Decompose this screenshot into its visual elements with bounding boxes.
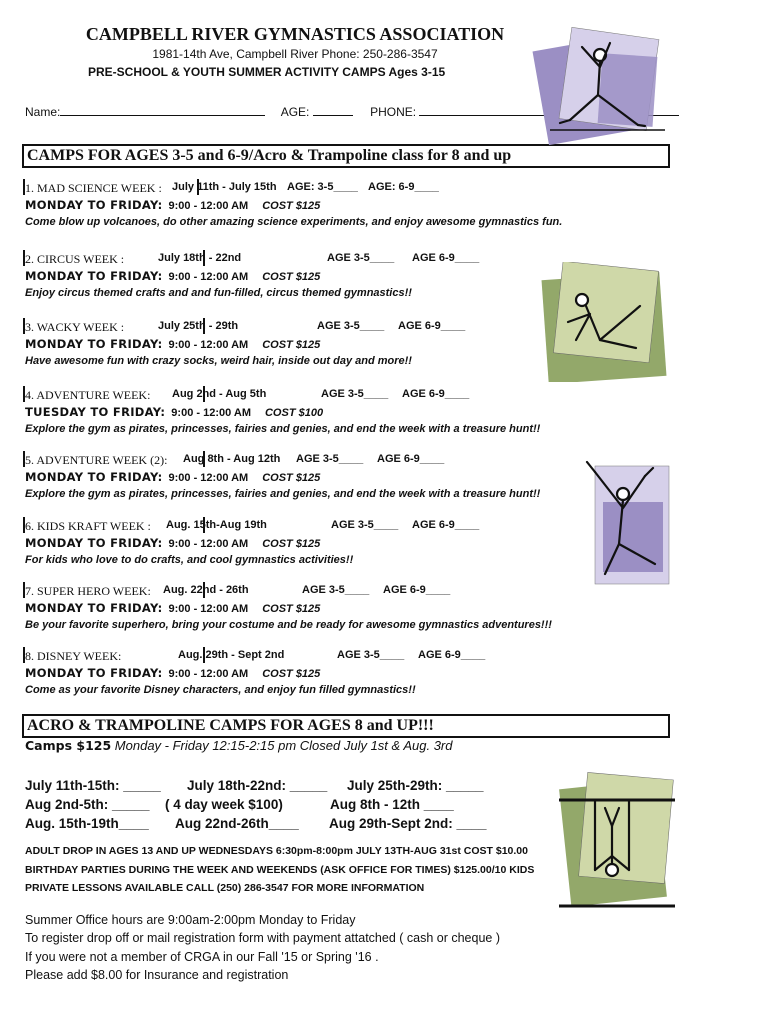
camp-name: 7. SUPER HERO WEEK: bbox=[25, 584, 151, 598]
office-line: If you were not a member of CRGA in our Fall '15 or Spring '16 . bbox=[25, 950, 379, 964]
info-line: ADULT DROP IN AGES 13 AND UP WEDNESDAYS 6:30pm-8:00pm JULY 13TH-AUG 31st COST $10.00 bbox=[25, 845, 528, 857]
camp-time: 9:00 - 12:00 AM bbox=[168, 200, 249, 212]
camp-cost: COST $125 bbox=[262, 200, 321, 212]
name-field[interactable] bbox=[60, 103, 265, 116]
acro-slot[interactable]: July 11th-15th: _____ bbox=[25, 778, 161, 793]
camp-schedule bbox=[25, 337, 320, 351]
camp-header bbox=[0, 453, 560, 471]
camp-schedule bbox=[25, 405, 323, 419]
acro-slot[interactable]: July 18th-22nd: _____ bbox=[187, 778, 328, 793]
camp-dates: Aug 8th - Aug 12th bbox=[183, 453, 281, 465]
camp-time: 9:00 - 12:00 AM bbox=[168, 668, 249, 680]
acro-slot[interactable]: Aug 8th - 12th ____ bbox=[330, 797, 454, 812]
camp-description: Explore the gym as pirates, princesses, fairies and genies, and end the week with a treasure hunt!! bbox=[25, 488, 541, 500]
camp-days: TUESDAY TO FRIDAY: bbox=[25, 405, 166, 419]
camp-age-6-9-field[interactable]: AGE 6-9____ bbox=[412, 252, 480, 264]
camp-name: 3. WACKY WEEK : bbox=[25, 320, 125, 334]
camp-days: MONDAY TO FRIDAY: bbox=[25, 337, 163, 351]
camp-days: MONDAY TO FRIDAY: bbox=[25, 666, 163, 680]
acro-slot[interactable]: July 25th-29th: _____ bbox=[347, 778, 484, 793]
camp-description: Enjoy circus themed crafts and and fun-filled, circus themed gymnastics!! bbox=[25, 287, 412, 299]
camp-dates: Aug 2nd - Aug 5th bbox=[172, 388, 267, 400]
camp-schedule bbox=[25, 470, 320, 484]
camp-cost: COST $125 bbox=[262, 538, 321, 550]
camp-description: For kids who love to do crafts, and cool gymnastics activities!! bbox=[25, 554, 354, 566]
camp-description: Explore the gym as pirates, princesses, fairies and genies, and end the week with a treasure hunt!! bbox=[25, 423, 541, 435]
info-line: BIRTHDAY PARTIES DURING THE WEEK AND WEEKENDS (ASK OFFICE FOR TIMES) $125.00/10 KIDS bbox=[25, 864, 535, 876]
camp-cost: COST $125 bbox=[262, 668, 321, 680]
camp-age-6-9-field[interactable]: AGE 6-9____ bbox=[412, 519, 480, 531]
acro-schedule: Monday - Friday 12:15-2:15 pm Closed July 1st & Aug. 3rd bbox=[114, 738, 453, 753]
camp-name: 5. ADVENTURE WEEK (2): bbox=[25, 453, 168, 467]
acro-note: ( 4 day week $100) bbox=[165, 797, 283, 812]
age-label: AGE: bbox=[280, 105, 310, 119]
camp-days: MONDAY TO FRIDAY: bbox=[25, 601, 163, 615]
camp-age-6-9-field[interactable]: AGE 6-9____ bbox=[418, 649, 486, 661]
camp-age-6-9-field[interactable]: AGE 6-9____ bbox=[398, 320, 466, 332]
camp-header bbox=[0, 388, 560, 406]
camp-days: MONDAY TO FRIDAY: bbox=[25, 536, 163, 550]
camp-description: Come as your favorite Disney characters, and enjoy fun filled gymnastics!! bbox=[25, 684, 416, 696]
camp-age-6-9-field[interactable]: AGE: 6-9____ bbox=[368, 181, 439, 193]
gymnast-rings-illustration bbox=[555, 770, 680, 920]
camp-age-3-5-field[interactable]: AGE 3-5____ bbox=[327, 252, 395, 264]
camp-header bbox=[0, 320, 560, 338]
camp-age-6-9-field[interactable]: AGE 6-9____ bbox=[402, 388, 470, 400]
camp-dates: July 18th - 22nd bbox=[158, 252, 242, 264]
camp-dates: July 11th - July 15th bbox=[172, 181, 277, 193]
acro-row-1 bbox=[25, 778, 484, 793]
camp-age-3-5-field[interactable]: AGE 3-5____ bbox=[337, 649, 405, 661]
gymnast-ribbon-illustration bbox=[575, 452, 670, 592]
camp-name: 1. MAD SCIENCE WEEK : bbox=[25, 181, 162, 195]
camp-time: 9:00 - 12:00 AM bbox=[168, 472, 249, 484]
name-label: Name: bbox=[25, 105, 61, 119]
camp-days: MONDAY TO FRIDAY: bbox=[25, 269, 163, 283]
acro-row-3 bbox=[25, 816, 487, 831]
camp-description: Be your favorite superhero, bring your costume and be ready for awesome gymnastics adventures!!! bbox=[25, 619, 552, 631]
camp-age-3-5-field[interactable]: AGE: 3-5____ bbox=[287, 181, 358, 193]
acro-slot[interactable]: Aug 2nd-5th: _____ bbox=[25, 797, 150, 812]
camp-dates: Aug. 22nd - 26th bbox=[163, 584, 249, 596]
camp-description: Have awesome fun with crazy socks, weird hair, inside out day and more!! bbox=[25, 355, 412, 367]
acro-price-line bbox=[25, 738, 452, 753]
camp-header bbox=[0, 584, 560, 602]
phone-label: PHONE: bbox=[370, 105, 417, 119]
camp-dates: July 25th - 29th bbox=[158, 320, 239, 332]
camp-cost: COST $100 bbox=[264, 407, 324, 419]
camp-age-6-9-field[interactable]: AGE 6-9____ bbox=[377, 453, 445, 465]
office-line: To register drop off or mail registration form with payment attatched ( cash or cheque ) bbox=[25, 931, 500, 945]
camp-age-3-5-field[interactable]: AGE 3-5____ bbox=[302, 584, 370, 596]
camp-name: 2. CIRCUS WEEK : bbox=[25, 252, 125, 266]
camp-time: 9:00 - 12:00 AM bbox=[168, 603, 249, 615]
camp-dates: Aug. 29th - Sept 2nd bbox=[178, 649, 285, 661]
camp-schedule bbox=[25, 601, 320, 615]
camp-description: Come blow up volcanoes, do other amazing science experiments, and enjoy awesome gymnastics fun. bbox=[25, 216, 563, 228]
page-subtitle: PRE-SCHOOL & YOUTH SUMMER ACTIVITY CAMPS Ages 3-15 bbox=[88, 65, 446, 79]
section1-title: CAMPS FOR AGES 3-5 and 6-9/Acro & Trampoline class for 8 and up bbox=[27, 147, 512, 164]
camp-days: MONDAY TO FRIDAY: bbox=[25, 198, 163, 212]
acro-slot[interactable]: Aug. 15th-19th____ bbox=[25, 816, 149, 831]
section1-title-box bbox=[22, 144, 670, 168]
org-address: 1981-14th Ave, Campbell River Phone: 250-286-3547 bbox=[152, 47, 438, 61]
section2-title-box bbox=[22, 714, 670, 738]
camp-header bbox=[0, 252, 560, 270]
camp-name: 8. DISNEY WEEK: bbox=[25, 649, 122, 663]
camp-cost: COST $125 bbox=[262, 339, 321, 351]
camp-schedule bbox=[25, 536, 320, 550]
camp-age-3-5-field[interactable]: AGE 3-5____ bbox=[296, 453, 364, 465]
camp-age-3-5-field[interactable]: AGE 3-5____ bbox=[317, 320, 385, 332]
camp-age-3-5-field[interactable]: AGE 3-5____ bbox=[331, 519, 399, 531]
camp-time: 9:00 - 12:00 AM bbox=[168, 271, 249, 283]
camp-cost: COST $125 bbox=[262, 271, 321, 283]
age-field[interactable] bbox=[313, 103, 353, 116]
gymnast-leap-illustration bbox=[540, 262, 670, 382]
acro-slot[interactable]: Aug 29th-Sept 2nd: ____ bbox=[329, 816, 487, 831]
office-line: Please add $8.00 for Insurance and registration bbox=[25, 968, 289, 982]
camp-schedule bbox=[25, 269, 320, 283]
camp-age-6-9-field[interactable]: AGE 6-9____ bbox=[383, 584, 451, 596]
camp-cost: COST $125 bbox=[262, 603, 321, 615]
office-line: Summer Office hours are 9:00am-2:00pm Monday to Friday bbox=[25, 913, 356, 927]
org-title: CAMPBELL RIVER GYMNASTICS ASSOCIATION bbox=[85, 24, 505, 44]
camp-cost: COST $125 bbox=[262, 472, 321, 484]
camp-name: 6. KIDS KRAFT WEEK : bbox=[25, 519, 151, 533]
camp-header bbox=[0, 181, 560, 199]
acro-row-2 bbox=[25, 797, 454, 812]
camp-dates: Aug. 15th-Aug 19th bbox=[166, 519, 267, 531]
camp-time: 9:00 - 12:00 AM bbox=[171, 407, 251, 419]
info-line: PRIVATE LESSONS AVAILABLE CALL (250) 286-3547 FOR MORE INFORMATION bbox=[25, 882, 425, 894]
acro-price: Camps $125 bbox=[25, 738, 112, 753]
camp-name: 4. ADVENTURE WEEK: bbox=[25, 388, 151, 402]
camp-schedule bbox=[25, 666, 320, 680]
camp-header bbox=[0, 649, 560, 667]
camp-schedule bbox=[25, 198, 320, 212]
camp-header bbox=[0, 519, 560, 537]
camp-time: 9:00 - 12:00 AM bbox=[168, 538, 249, 550]
camp-age-3-5-field[interactable]: AGE 3-5____ bbox=[321, 388, 389, 400]
camp-time: 9:00 - 12:00 AM bbox=[168, 339, 249, 351]
section2-title: ACRO & TRAMPOLINE CAMPS FOR AGES 8 and UP!!! bbox=[27, 717, 434, 734]
acro-slot[interactable]: Aug 22nd-26th____ bbox=[175, 816, 299, 831]
camp-days: MONDAY TO FRIDAY: bbox=[25, 470, 163, 484]
gymnast-split-illustration bbox=[530, 25, 670, 145]
